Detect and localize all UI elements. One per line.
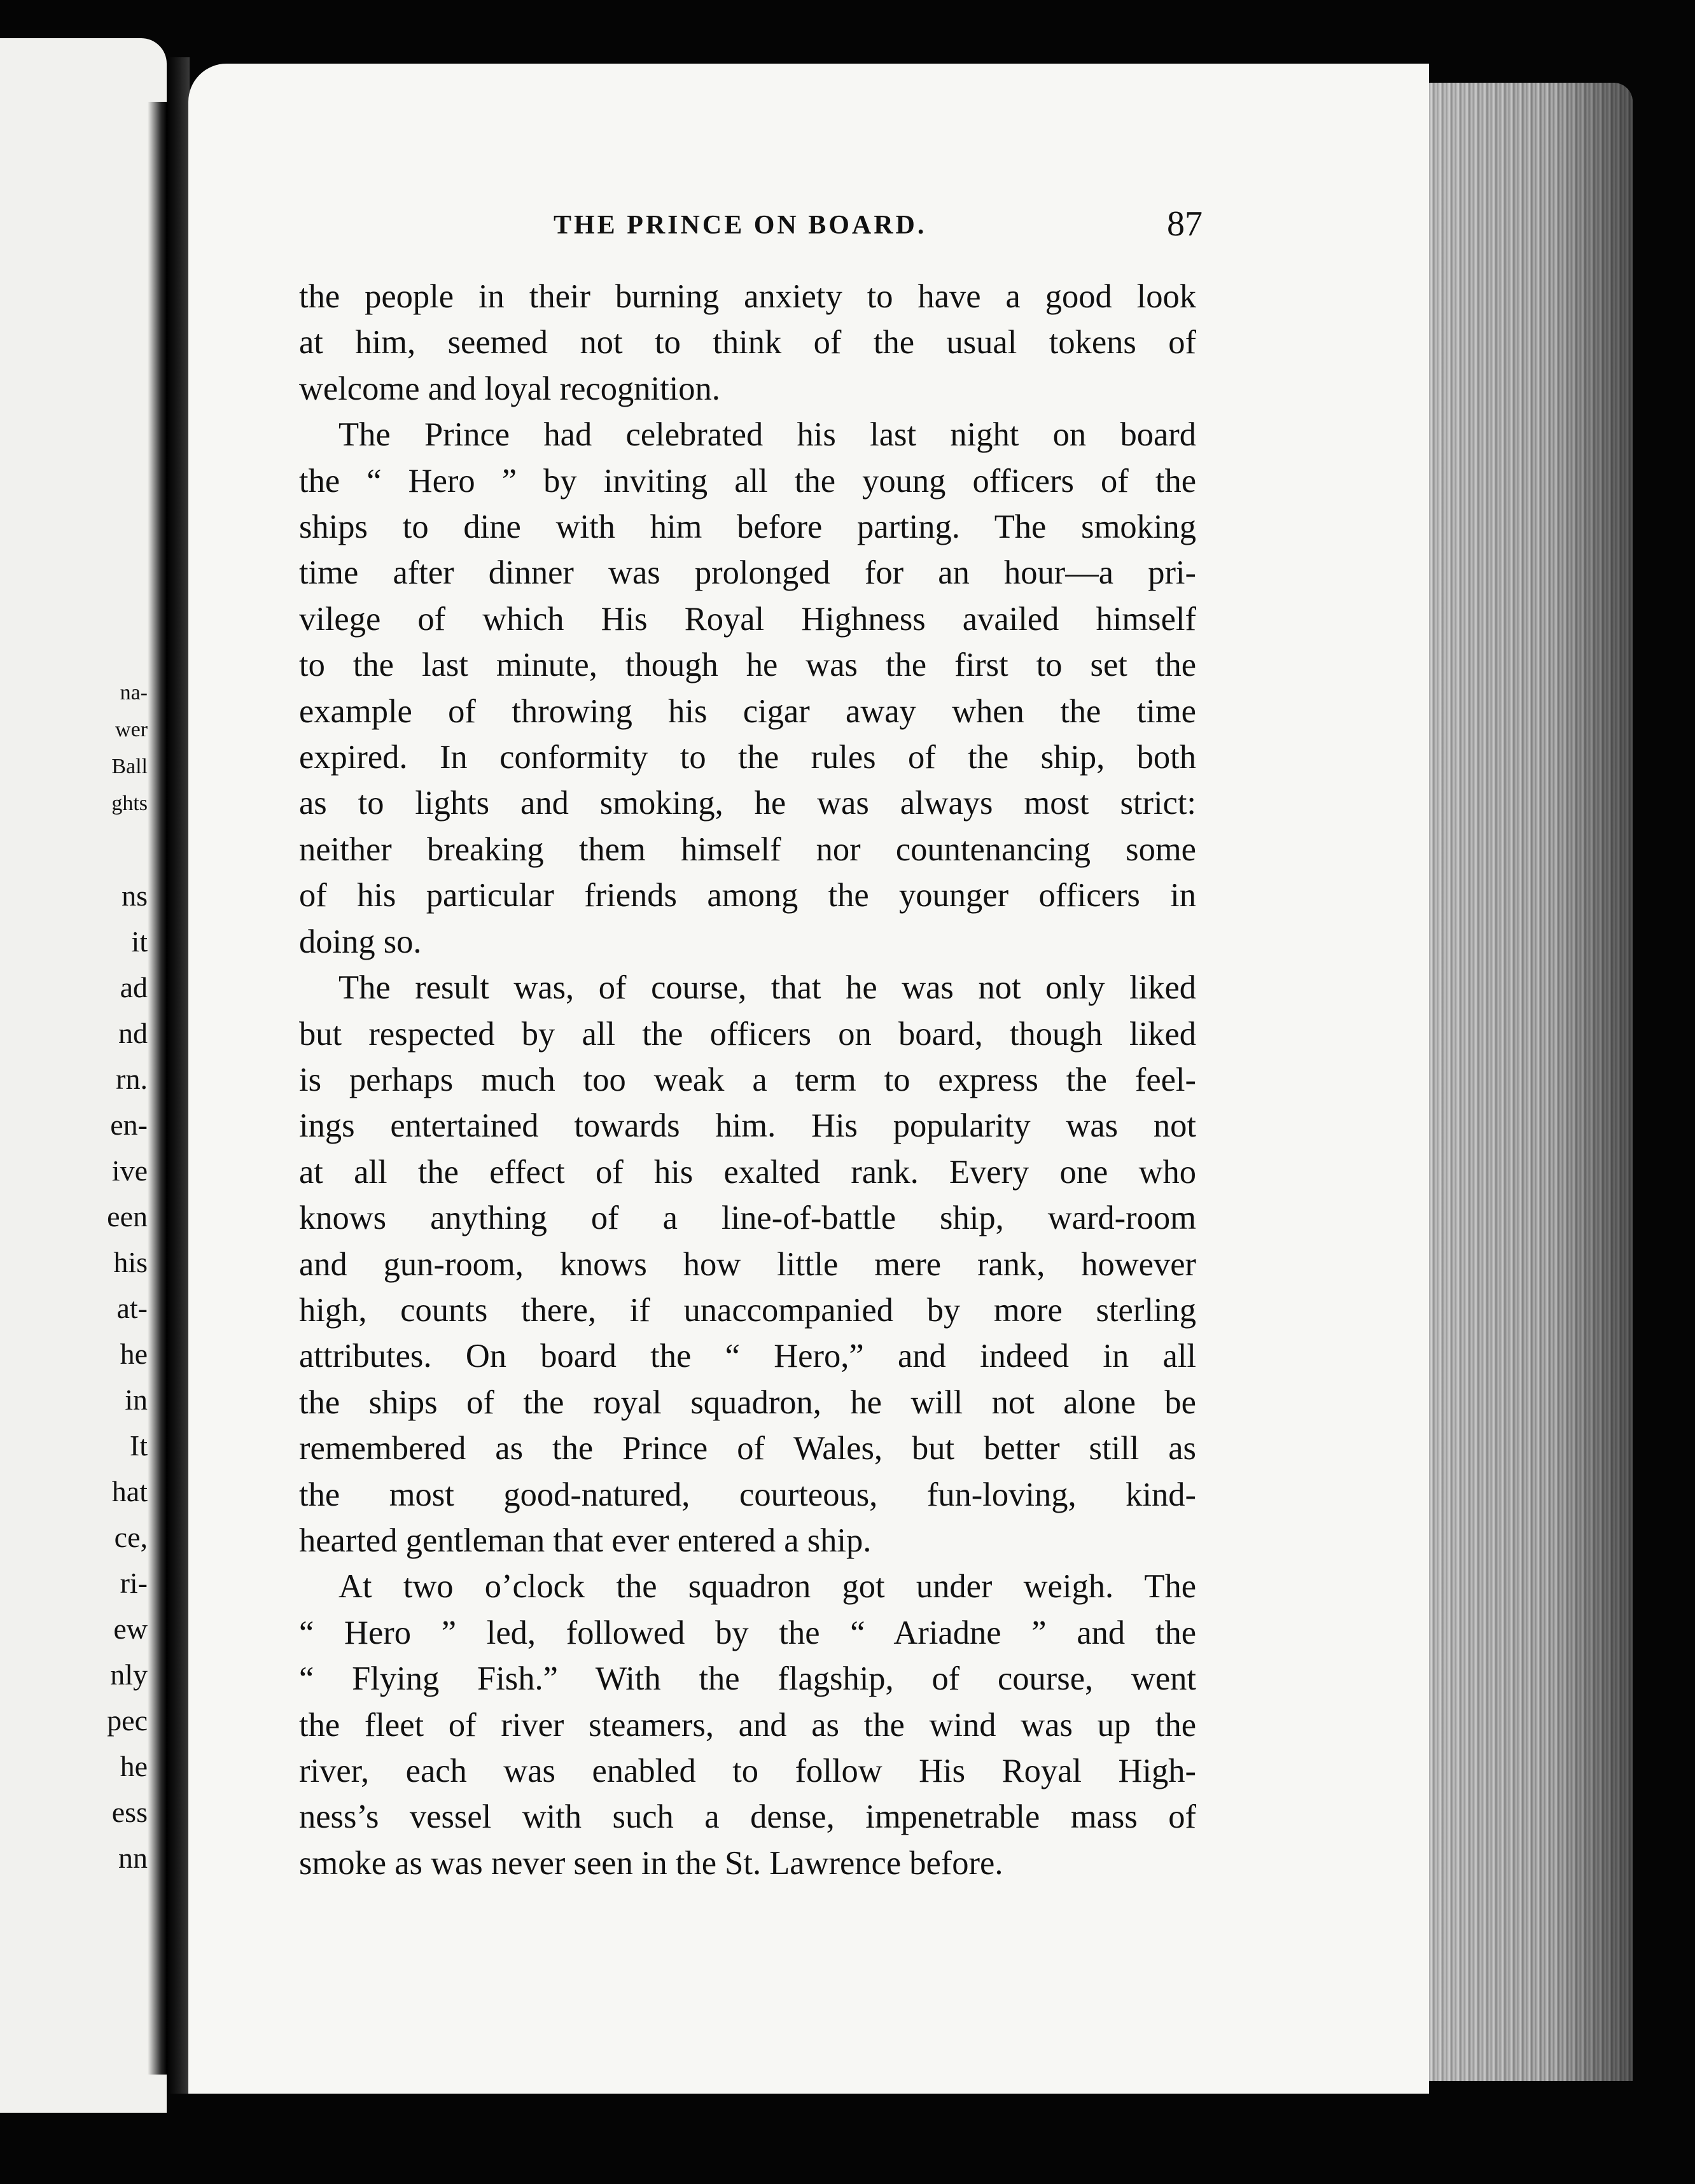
previous-page-fragment: ce, [114,1521,148,1553]
previous-page-fragment: ess [111,1796,148,1828]
page-fore-edge-shadow [1429,83,1633,2081]
text-line: is perhaps much too weak a term to express the feel- [299,1061,1196,1098]
text-line: expired. In conformity to the rules of the ship, both [299,739,1196,776]
previous-page-fragment: ghts [111,792,148,815]
page-header [305,204,1203,255]
previous-page-fragment: ri- [120,1567,148,1599]
previous-page-fragment: Ball [111,755,148,778]
text-line: attributes. On board the “ Hero,” and indeed in all [299,1338,1196,1375]
text-line: river, each was enabled to follow His Royal High- [299,1753,1196,1789]
previous-page-fragment: en- [110,1109,148,1141]
previous-page-fragment: It [129,1429,148,1462]
paragraph [299,274,1196,412]
running-head: THE PRINCE ON BOARD. [554,211,927,240]
previous-page-fragment: ns [122,879,148,912]
text-line: at him, seemed not to think of the usual tokens of [299,324,1196,361]
text-line: welcome and loyal recognition. [299,370,720,407]
paragraph [299,1564,1196,1886]
previous-page-fragment: it [131,925,148,958]
previous-page-gutter-shadow [148,102,167,2075]
text-line: the people in their burning anxiety to have a good look [299,278,1196,315]
text-line: at all the effect of his exalted rank. Every one who [299,1153,1196,1191]
previous-page-fragment: pec [107,1704,148,1737]
text-line: hearted gentleman that ever entered a ship. [299,1522,872,1559]
text-line: “ Flying Fish.” With the flagship, of course, went [299,1660,1196,1698]
text-line: knows anything of a line-of-battle ship, ward-room [299,1200,1196,1237]
text-line: ships to dine with him before parting. The smoking [299,508,1196,546]
text-line: neither breaking them himself nor countenancing some [299,830,1196,868]
previous-page-fragment: he [120,1338,148,1370]
previous-page-fragment: wer [115,718,148,741]
paragraph [299,965,1196,1564]
text-line: smoke as was never seen in the St. Lawrence before. [299,1844,1003,1882]
page-number: 87 [1167,204,1203,244]
previous-page-fragment: na- [120,681,148,704]
previous-page-fragment: ew [113,1613,148,1645]
text-line: doing so. [299,923,422,960]
previous-page-fragment: ive [111,1154,148,1187]
previous-page-fragment: ad [120,971,148,1004]
previous-page-fragment: his [113,1246,148,1278]
previous-page-fragment: in [125,1383,148,1416]
fragment-gap [0,822,153,873]
previous-page-fragment: at- [116,1292,148,1324]
previous-page-fragment: rn. [116,1063,148,1095]
body-text [299,274,1196,1886]
text-line: The Prince had celebrated his last night on board [338,416,1196,454]
previous-page-text-fragments [0,675,153,1881]
text-line: example of throwing his cigar away when the time [299,692,1196,730]
text-line: the “ Hero ” by inviting all the young officers of the [299,462,1196,500]
text-line: ness’s vessel with such a dense, impenetrable mass of [299,1798,1196,1836]
text-line: the fleet of river steamers, and as the wind was up the [299,1706,1196,1744]
text-line: At two o’clock the squadron got under weigh. The [338,1568,1196,1606]
previous-page-fragment: hat [111,1475,148,1508]
text-line: high, counts there, if unaccompanied by more sterling [299,1291,1196,1329]
previous-page-fragment: he [120,1750,148,1782]
text-line: “ Hero ” led, followed by the “ Ariadne ” and the [299,1614,1196,1651]
text-line: as to lights and smoking, he was always most strict: [299,785,1196,822]
text-line: vilege of which His Royal Highness availed himself [299,600,1196,638]
paragraph [299,412,1196,965]
text-line: ings entertained towards him. His popularity was not [299,1107,1196,1145]
previous-page-fragment: nly [110,1658,148,1691]
previous-page-fragment: nn [118,1842,148,1874]
previous-page-fragment: een [107,1200,148,1233]
text-line: time after dinner was prolonged for an hour—a pri- [299,554,1196,592]
text-line: to the last minute, though he was the first to set the [299,647,1196,684]
text-line: and gun-room, knows how little mere rank, however [299,1245,1196,1283]
previous-page-edge [0,38,167,2113]
book-gutter [167,57,190,2094]
text-line: remembered as the Prince of Wales, but better still as [299,1430,1196,1467]
text-line: the most good-natured, courteous, fun-loving, kind- [299,1476,1196,1513]
text-line: of his particular friends among the younger officers in [299,877,1196,914]
text-line: the ships of the royal squadron, he will not alone be [299,1383,1196,1421]
text-line: but respected by all the officers on board, though liked [299,1015,1196,1053]
text-line: The result was, of course, that he was not only liked [338,969,1196,1007]
previous-page-fragment: nd [118,1017,148,1049]
